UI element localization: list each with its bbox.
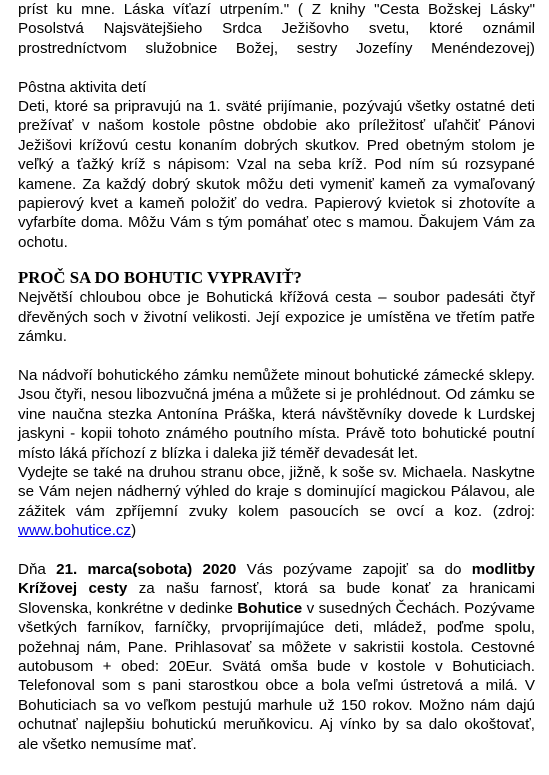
pilgrimage-invitation	[18, 560, 535, 754]
intro-paragraph: príst ku mne. Láska víťazí utrpením." ( Z knihy "Cesta Božskej Lásky" Posolstvá Najsvätejšieho Srdca Ježišovho svetu, ktoré oznámil prostredníctvom služobnice Božej, sestry Jozefíny Menéndezovej)	[18, 1, 535, 57]
source-link[interactable]: www.bohutice.cz	[18, 522, 132, 540]
bohutice-paragraph-1: Největší chloubou obce je Bohutická křížová cesta – soubor padesáti čtyř dřevěných soch v životní velikosti. Její expozice je umístěna ve třetím patře zámku.	[18, 289, 535, 346]
invite-place: Bohutice	[237, 599, 303, 617]
invite-text-3: za našu farnosť, ktorá sa bude konať za hranicami Slovenska, konkrétne v dedinke	[18, 580, 535, 617]
invite-date: 21. marca(sobota) 2020	[56, 560, 237, 578]
bohutice-section	[18, 288, 535, 540]
invite-text-1: Dňa	[18, 560, 57, 578]
bohutice-heading: PROČ SA DO BOHUTIC VYPRAVIŤ?	[18, 268, 302, 288]
spacer	[18, 58, 535, 77]
spacer	[18, 346, 535, 365]
bohutice-paragraph-3	[18, 463, 535, 541]
invite-text-2: Vás pozývame zapojiť sa do	[236, 560, 472, 578]
kids-activity-title: Pôstna aktivita detí	[18, 78, 147, 96]
kids-activity-section	[18, 78, 535, 253]
bohutice-paragraph-3-end: )	[131, 522, 137, 540]
kids-activity-body: Deti, ktoré sa pripravujú na 1. sväté prijímanie, pozývajú všetky ostatné deti prežívať v našom kostole pôstne obdobie ako príležitosť uľahčiť Pánovi Ježišovi krížovú cestu konaním dobrých skutkov. Pred obetným stolom je veľký a ťažký kríž s nápisom: Vzal na seba kríž. Pod ním sú rozsypané kamene. Za každý dobrý skutok môžu deti vymeniť kameň za vymaľovaný papierový kvet a kameň položiť do vedra. Papierový kvietok si zhotovíte a vyfarbíte doma. Môžu Vám s tým pomáhať otec s mamou. Ďakujem Vám za ochotu.	[18, 98, 535, 251]
bohutice-paragraph-3-text: Vydejte se také na druhou stranu obce, jižně, k soše sv. Michaela. Naskytne se Vám nejen nádherný výhled do kraje s dominující magickou Pálavou, ale zážitek vám zpříjemní zvuky kolem pasoucích se ovcí a koz. (zdroj:	[18, 463, 535, 520]
invite-text-4: v susedných Čechách. Pozývame všetkých farníkov, farníčky, prvoprijímajúce deti, mládež, poďme spolu, požehnaj nám, Pane. Prihlasovať sa môžete v sakristii kostola. Cestovné autobusom + obed: 20Eur. Svätá omša bude v kostole v Bohuticiach. Telefonoval som s pani starostkou obce a bola veľmi ústretová a milá. V Bohuticiach sa vo veľkom pestujú marhule už 150 rokov. Možno nám dajú ochutnať najlepšiu bohutickú meruňkovicu. Aj vínko by sa dalo okoštovať, ale všetko nemusíme mať.	[18, 599, 535, 753]
spacer	[18, 541, 535, 560]
invite-event: modlitby Krížovej cesty	[18, 560, 535, 598]
bohutice-paragraph-2: Na nádvoří bohutického zámku nemůžete minout bohutické zámecké sklepy. Jsou čtyři, nesou libozvučná jména a můžete si je prohlédnout. Od zámku se vine naučna stezka Antonína Práška, která návštěvníky dovede k Lurdskej jaskyni - kopii tohoto známého poutního místa. Právě toto bohutické poutní místo láká příchozí z blízka i daleka již téměř devadesát let.	[18, 366, 535, 462]
